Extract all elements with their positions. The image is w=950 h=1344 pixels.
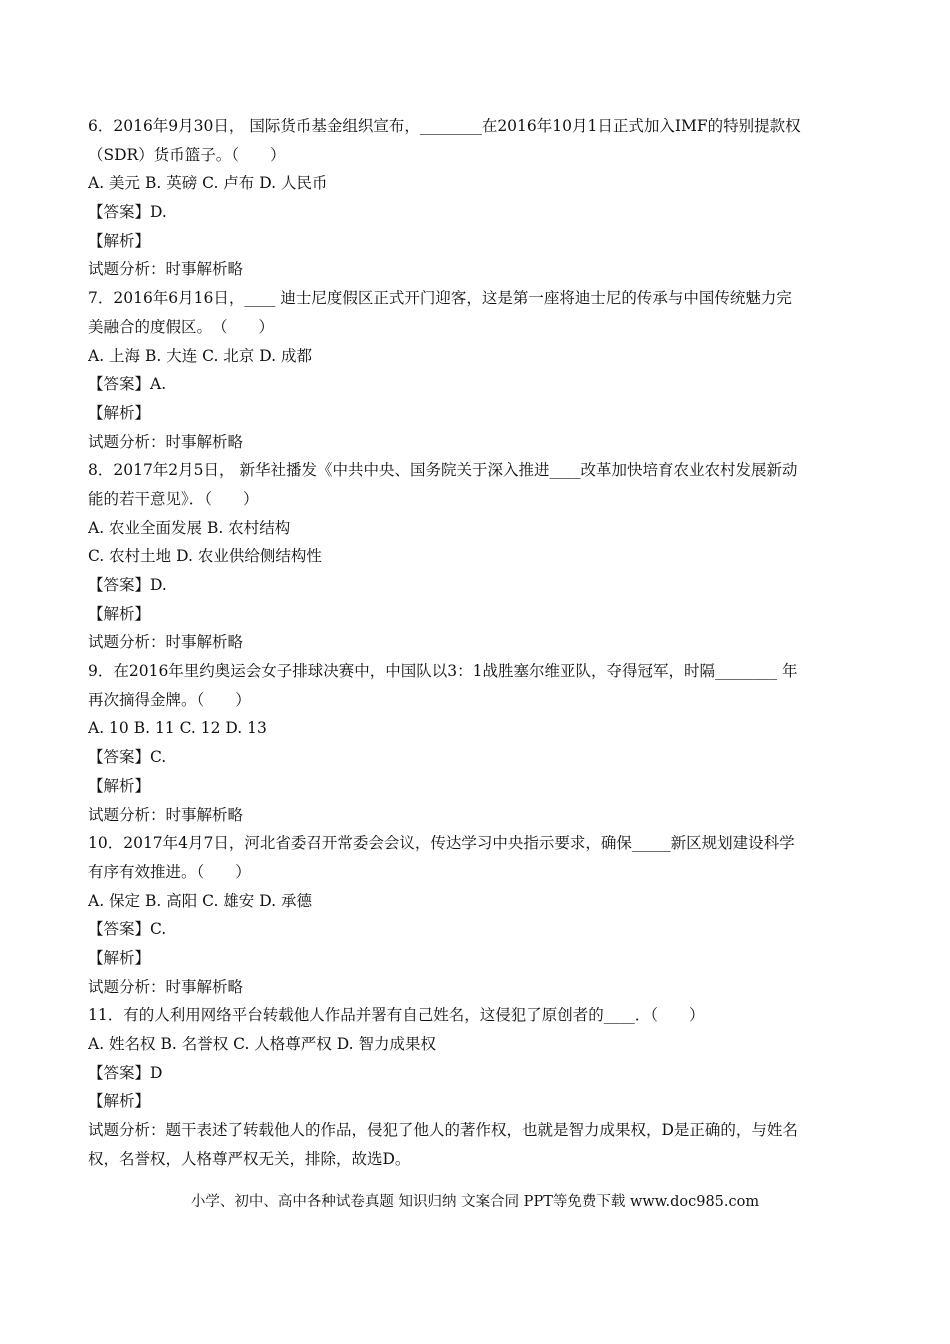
question-stem-line: 美融合的度假区。 （ ） bbox=[88, 317, 275, 336]
question-options: A. 10 B. 11 C. 12 D. 13 bbox=[88, 719, 267, 738]
analysis-text: 试题分析：时事解析略 bbox=[88, 805, 244, 824]
question-stem-line: 再次摘得金牌。（ ） bbox=[88, 690, 251, 709]
question-6 bbox=[88, 112, 863, 284]
question-10 bbox=[88, 829, 863, 1001]
analysis-label: 【解析】 bbox=[88, 776, 151, 795]
question-stem-line: 7．2016年6月16日，____ 迪士尼度假区正式开门迎客，这是第一座将迪士尼的传承与中国传统魅力完 bbox=[88, 289, 792, 308]
question-options: A. 姓名权 B. 名誉权 C. 人格尊严权 D. 智力成果权 bbox=[88, 1035, 436, 1053]
page-footer: 小学、初中、高中各种试卷真题 知识归纳 文案合同 PPT等免费下载 www.doc985.com bbox=[190, 1194, 760, 1210]
analysis-text: 试题分析：时事解析略 bbox=[88, 977, 244, 996]
question-11 bbox=[88, 1001, 863, 1173]
analysis-text: 权，名誉权，人格尊严权无关，排除，故选D。 bbox=[88, 1149, 411, 1168]
analysis-label: 【解析】 bbox=[88, 948, 151, 967]
question-stem-line: 能的若干意见》．（ ） bbox=[88, 489, 259, 508]
question-stem-line: 6．2016年9月30日， 国际货币基金组织宣布，________在2016年10月1日正式加入IMF的特别提款权 bbox=[88, 117, 801, 135]
question-stem-line: 有序有效推进。（ ） bbox=[88, 862, 251, 881]
analysis-label: 【解析】 bbox=[88, 403, 151, 422]
analysis-label: 【解析】 bbox=[88, 604, 151, 623]
answer-line: 【答案】A. bbox=[88, 375, 167, 394]
question-options: C. 农村土地 D. 农业供给侧结构性 bbox=[88, 547, 322, 566]
analysis-label: 【解析】 bbox=[88, 231, 151, 250]
analysis-text: 试题分析：题干表述了转载他人的作品，侵犯了他人的著作权，也就是智力成果权，D是正确的，与姓名 bbox=[88, 1121, 798, 1140]
analysis-text: 试题分析：时事解析略 bbox=[88, 432, 244, 451]
question-options: A. 上海 B. 大连 C. 北京 D. 成都 bbox=[88, 346, 312, 365]
question-8 bbox=[88, 456, 863, 657]
question-options: A. 保定 B. 高阳 C. 雄安 D. 承德 bbox=[88, 891, 312, 910]
analysis-text: 试题分析：时事解析略 bbox=[88, 260, 244, 279]
question-options: A. 美元 B. 英磅 C. 卢布 D. 人民币 bbox=[88, 174, 328, 193]
answer-line: 【答案】D bbox=[88, 1063, 163, 1082]
analysis-text: 试题分析：时事解析略 bbox=[88, 633, 244, 652]
question-stem-line: 8．2017年2月5日， 新华社播发《中共中央、国务院关于深入推进____改革加快培育农业农村发展新动 bbox=[88, 461, 798, 480]
question-stem-line: 9．在2016年里约奥运会女子排球决赛中，中国队以3：1战胜塞尔维亚队，夺得冠军，时隔________ 年 bbox=[88, 662, 798, 681]
answer-line: 【答案】C. bbox=[88, 748, 167, 767]
question-stem-line: （SDR）货币篮子。（ ） bbox=[88, 145, 286, 164]
question-stem-line: 10．2017年4月7日，河北省委召开常委会会议，传达学习中央指示要求，确保_____新区规划建设科学 bbox=[88, 834, 795, 853]
answer-line: 【答案】D. bbox=[88, 576, 167, 594]
question-options: A. 农业全面发展 B. 农村结构 bbox=[88, 518, 291, 537]
question-7 bbox=[88, 284, 863, 456]
question-9 bbox=[88, 657, 863, 829]
answer-line: 【答案】D. bbox=[88, 203, 167, 222]
analysis-label: 【解析】 bbox=[88, 1092, 151, 1111]
question-list bbox=[88, 112, 863, 1173]
answer-line: 【答案】C. bbox=[88, 920, 167, 939]
question-stem-line: 11．有的人利用网络平台转载他人作品并署有自己姓名，这侵犯了原创者的____．（ ） bbox=[88, 1006, 705, 1025]
